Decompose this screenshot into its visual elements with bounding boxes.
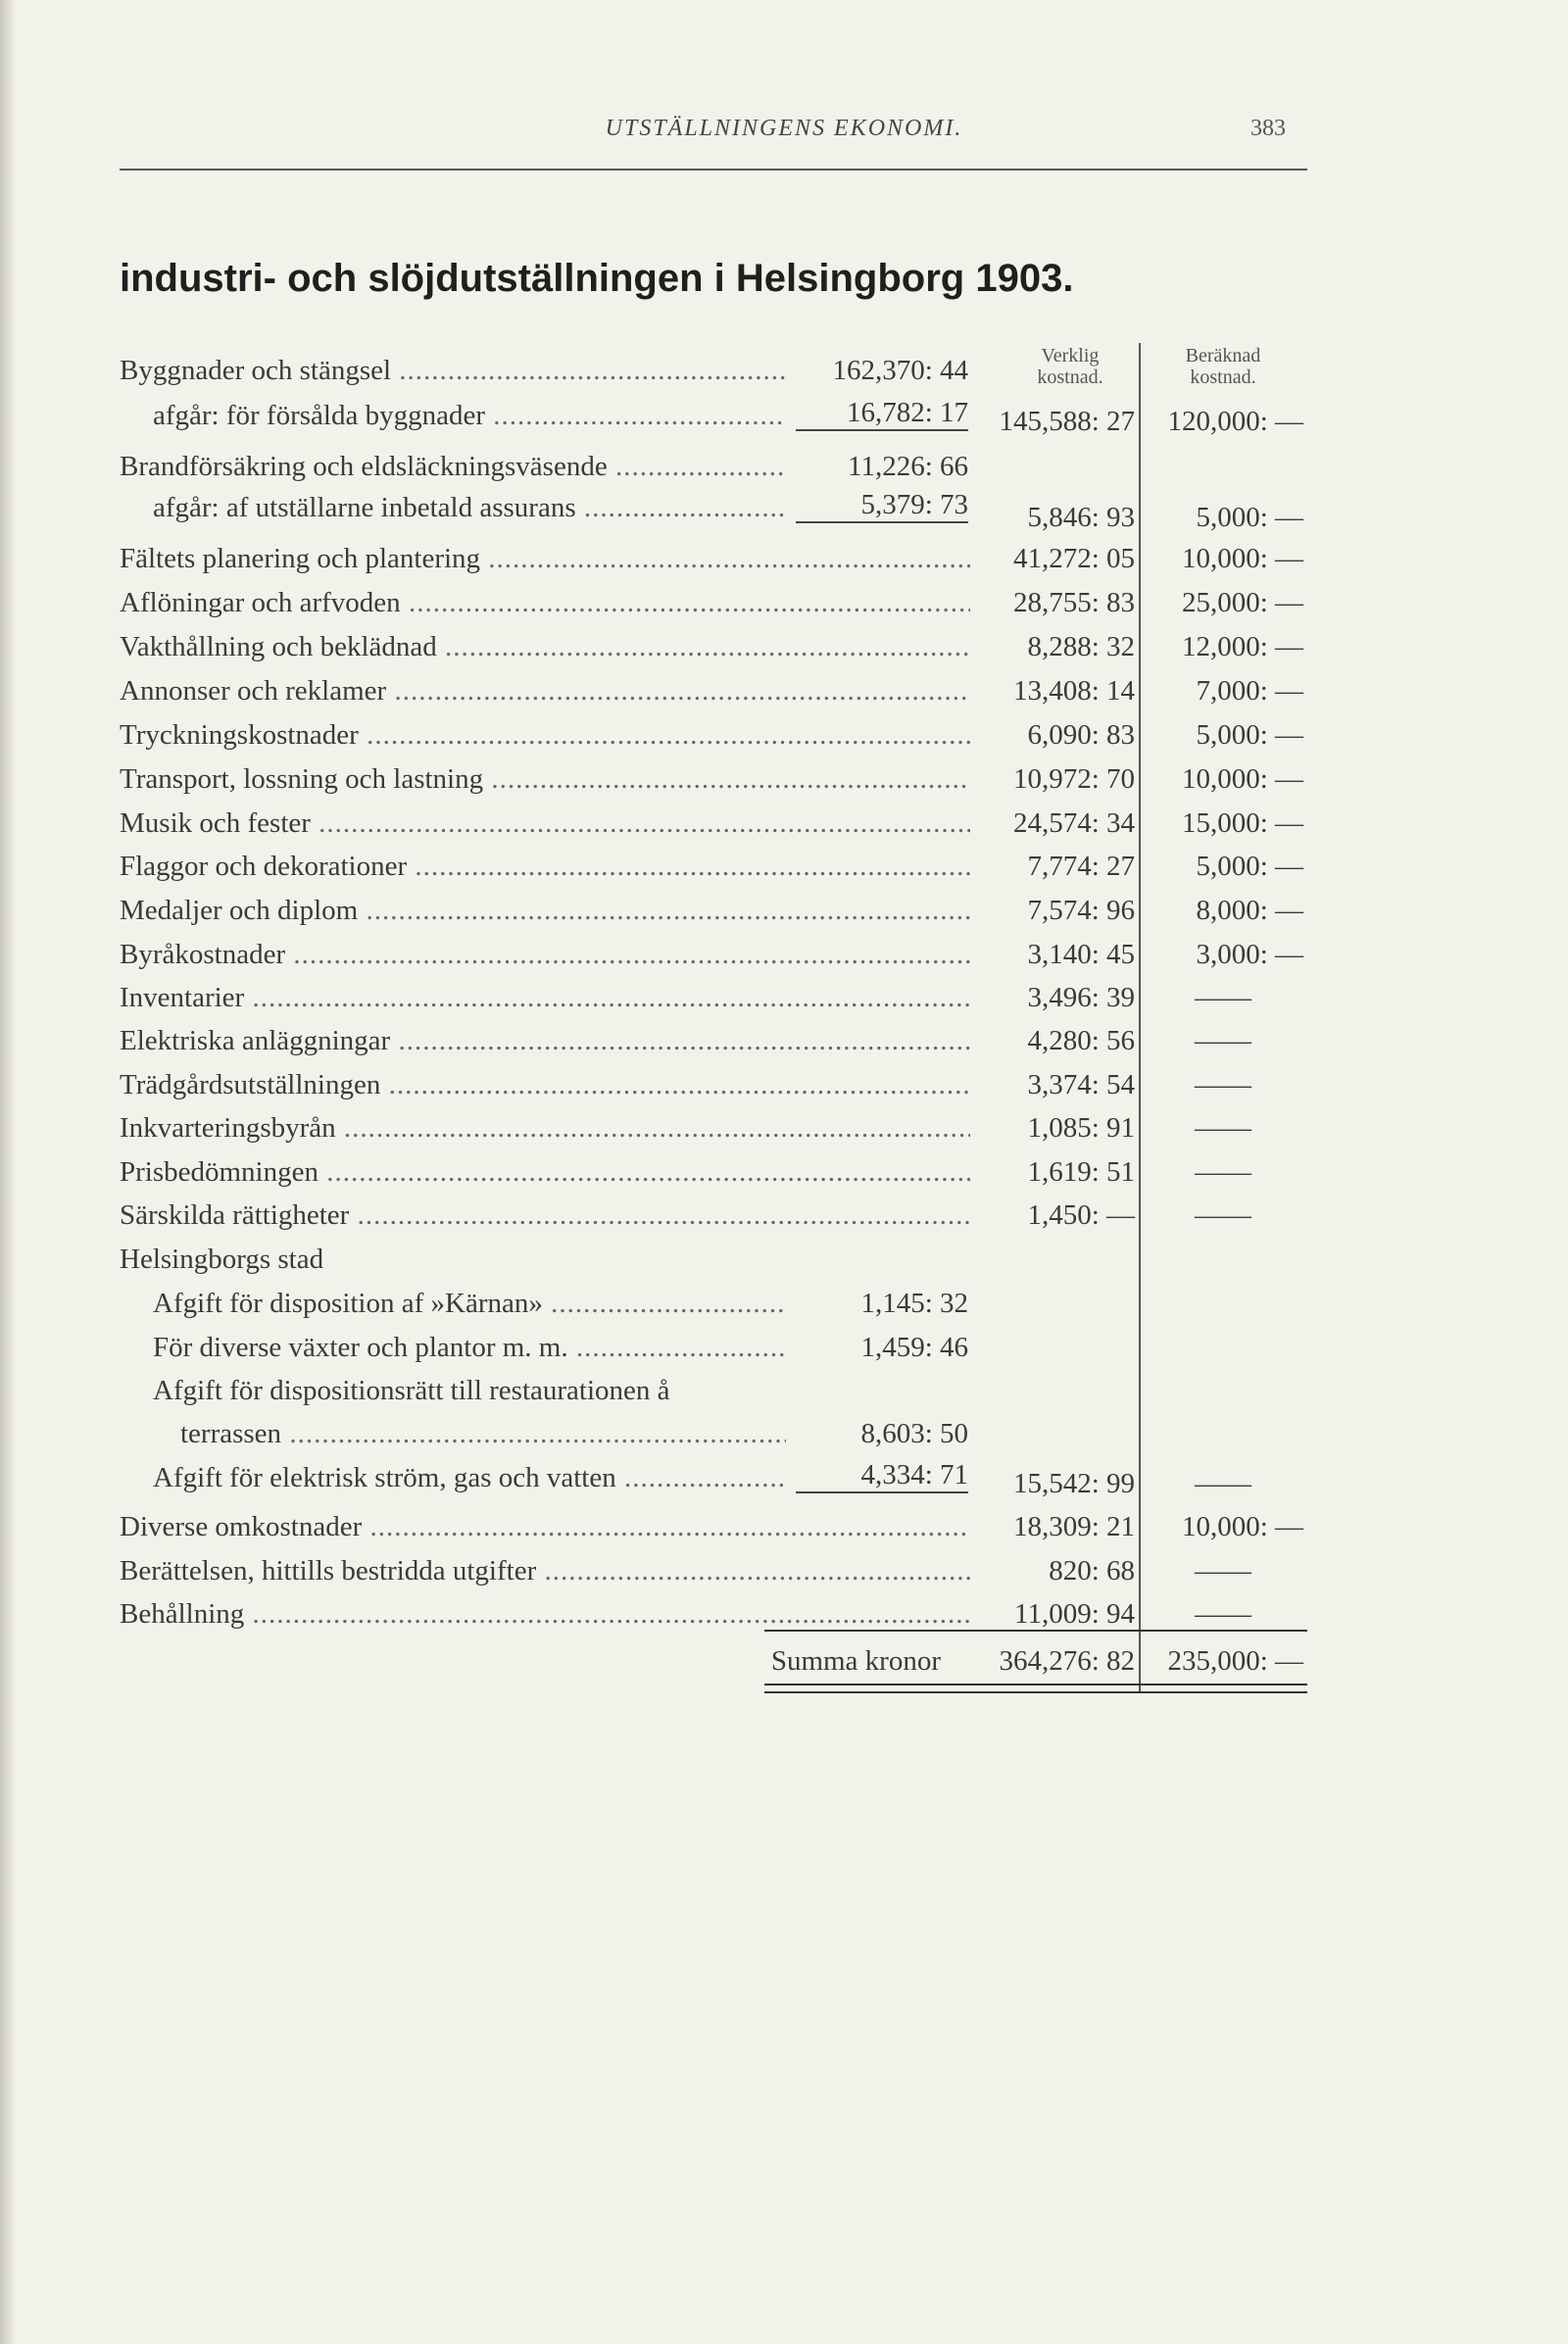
row-verklig-kostnad: 24,574: 34 [1012, 807, 1135, 839]
page-number: 383 [1250, 116, 1286, 141]
page-title: industri- och slöjdutställningen i Helsingborg 1903. [120, 257, 1074, 300]
column-header-verklig: Verklig kostnad. [1037, 345, 1103, 388]
row-beraknad-kostnad: 8,000: — [1196, 895, 1303, 926]
row-verklig-kostnad: 18,309: 21 [1012, 1511, 1135, 1542]
table-row [0, 1240, 1568, 1279]
row-verklig-kostnad: 13,408: 14 [1012, 675, 1135, 707]
row-verklig-kostnad: 10,972: 70 [1012, 763, 1135, 795]
row-label: terrassen ..... [180, 1414, 786, 1453]
table-row [0, 804, 1568, 843]
row-verklig-kostnad: 3,496: 39 [1027, 982, 1135, 1013]
table-row [0, 1328, 1568, 1367]
row-verklig-kostnad: 7,774: 27 [1027, 851, 1135, 882]
table-row [0, 891, 1568, 930]
row-label: Afgift för elektrisk ström, gas och vatten ..... [153, 1458, 786, 1497]
row-beraknad-kostnad: 25,000: — [1181, 587, 1303, 618]
row-label: afgår: af utställarne inbetald assurans ..... [153, 488, 786, 527]
row-label: Afgift för disposition af »Kärnan» ..... [153, 1284, 786, 1323]
row-label: Inventarier ..... [120, 978, 970, 1017]
row-verklig-kostnad: 7,574: 96 [1027, 895, 1135, 926]
row-label: Vakthållning och beklädnad ..... [120, 627, 970, 666]
table-row [0, 1108, 1568, 1148]
row-verklig-kostnad: 6,090: 83 [1027, 719, 1135, 751]
row-label: Behållning ..... [120, 1594, 970, 1634]
row-label: Berättelsen, hittills bestridda utgifter ..... [120, 1551, 970, 1590]
header-rule [120, 169, 1307, 171]
table-row [0, 715, 1568, 755]
row-label: afgår: för försålda byggnader ..... [153, 396, 786, 435]
table-row [0, 1414, 1568, 1453]
row-subamount: 16,782: 17 [796, 396, 968, 431]
column-header-beraknad: Beräknad kostnad. [1185, 345, 1261, 388]
row-verklig-kostnad: 4,280: 56 [1027, 1025, 1135, 1056]
row-beraknad-kostnad: —— [1195, 1112, 1251, 1144]
table-row [0, 935, 1568, 974]
row-subamount: 5,379: 73 [796, 488, 968, 523]
row-label: För diverse växter och plantor m. m. ..... [153, 1328, 786, 1367]
row-label: Inkvarteringsbyrån ..... [120, 1108, 970, 1148]
row-verklig-kostnad: 11,009: 94 [1014, 1598, 1135, 1630]
row-label: Brandförsäkring och eldsläckningsväsende ..... [120, 447, 786, 486]
row-label: Transport, lossning och lastning ..... [120, 759, 970, 799]
row-subamount: 4,334: 71 [796, 1458, 968, 1493]
row-label: Särskilda rättigheter ..... [120, 1196, 970, 1235]
total-label: Summa kronor [770, 1645, 941, 1677]
row-verklig-kostnad: 145,588: 27 [999, 406, 1135, 437]
row-label: Aflöningar och arfvoden ..... [120, 583, 970, 622]
row-verklig-kostnad: 5,846: 93 [1027, 502, 1135, 533]
row-label: Fältets planering och plantering ..... [120, 539, 970, 578]
table-row [0, 1065, 1568, 1104]
table-row [0, 1551, 1568, 1590]
row-verklig-kostnad: 820: 68 [1049, 1555, 1135, 1587]
row-beraknad-kostnad: 5,000: — [1196, 851, 1303, 882]
row-subamount: 162,370: 44 [832, 355, 968, 386]
table-row [0, 1021, 1568, 1060]
row-verklig-kostnad: 3,374: 54 [1027, 1069, 1135, 1100]
row-label: Annonser och reklamer ..... [120, 671, 970, 710]
row-verklig-kostnad: 3,140: 45 [1027, 939, 1135, 970]
table-row [0, 447, 1568, 486]
table-row [0, 1458, 1568, 1497]
table-row [0, 759, 1568, 799]
page-header [0, 116, 1568, 145]
row-beraknad-kostnad: 12,000: — [1181, 631, 1303, 662]
table-row [0, 1594, 1568, 1634]
row-label: Byråkostnader ..... [120, 935, 970, 974]
total-row [0, 1641, 1568, 1681]
row-label: Prisbedömningen ..... [120, 1152, 970, 1192]
running-head: UTSTÄLLNINGENS EKONOMI. [605, 116, 963, 141]
table-row [0, 627, 1568, 666]
row-label: Tryckningskostnader ..... [120, 715, 970, 755]
row-beraknad-kostnad: —— [1195, 1598, 1251, 1630]
total-beraknad-kostnad: 235,000: — [1167, 1645, 1303, 1677]
table-row [0, 488, 1568, 533]
row-beraknad-kostnad: 3,000: — [1196, 939, 1303, 970]
row-subamount: 1,145: 32 [860, 1288, 968, 1319]
row-beraknad-kostnad: —— [1195, 1025, 1251, 1056]
row-label: Diverse omkostnader ..... [120, 1507, 970, 1546]
row-beraknad-kostnad: —— [1195, 1199, 1251, 1231]
row-beraknad-kostnad: 120,000: — [1167, 406, 1303, 437]
row-subamount: 11,226: 66 [848, 451, 968, 482]
row-verklig-kostnad: 8,288: 32 [1027, 631, 1135, 662]
row-beraknad-kostnad: —— [1195, 1156, 1251, 1188]
row-verklig-kostnad: 1,619: 51 [1027, 1156, 1135, 1188]
table-row [0, 351, 1568, 390]
row-beraknad-kostnad: 10,000: — [1181, 763, 1303, 795]
row-verklig-kostnad: 15,542: 99 [1012, 1468, 1135, 1499]
row-beraknad-kostnad: 10,000: — [1181, 1511, 1303, 1542]
row-label: Musik och fester ..... [120, 804, 970, 843]
row-verklig-kostnad: 1,085: 91 [1027, 1112, 1135, 1144]
row-label: Byggnader och stängsel ..... [120, 351, 786, 390]
row-beraknad-kostnad: 10,000: — [1181, 543, 1303, 574]
row-verklig-kostnad: 28,755: 83 [1012, 587, 1135, 618]
table-row [0, 539, 1568, 578]
row-label: Flaggor och dekorationer ..... [120, 847, 970, 886]
row-label: Medaljer och diplom ..... [120, 891, 970, 930]
table-row [0, 396, 1568, 435]
total-double-rule [764, 1684, 1307, 1685]
table-row [0, 847, 1568, 886]
table-row [0, 1284, 1568, 1323]
total-double-rule [764, 1691, 1307, 1693]
row-subamount: 1,459: 46 [860, 1332, 968, 1363]
row-label: Elektriska anläggningar ..... [120, 1021, 970, 1060]
row-subamount: 8,603: 50 [860, 1418, 968, 1449]
row-beraknad-kostnad: —— [1195, 1069, 1251, 1100]
row-beraknad-kostnad: 5,000: — [1196, 502, 1303, 533]
row-verklig-kostnad: 41,272: 05 [1012, 543, 1135, 574]
table-row [0, 1371, 1568, 1410]
row-beraknad-kostnad: —— [1195, 1555, 1251, 1587]
table-row [0, 1196, 1568, 1235]
table-row [0, 978, 1568, 1017]
total-rule [764, 1630, 1307, 1632]
row-beraknad-kostnad: 7,000: — [1196, 675, 1303, 707]
table-row [0, 1507, 1568, 1546]
row-beraknad-kostnad: —— [1195, 1468, 1251, 1499]
row-label: Helsingborgs stad [120, 1244, 324, 1275]
table-row [0, 671, 1568, 710]
table-row [0, 1152, 1568, 1192]
row-verklig-kostnad: 1,450: — [1027, 1199, 1135, 1231]
row-label: Trädgårdsutställningen ..... [120, 1065, 970, 1104]
total-verklig-kostnad: 364,276: 82 [999, 1645, 1135, 1677]
row-beraknad-kostnad: 5,000: — [1196, 719, 1303, 751]
row-beraknad-kostnad: 15,000: — [1181, 807, 1303, 839]
row-beraknad-kostnad: —— [1195, 982, 1251, 1013]
row-label: Afgift för dispositionsrätt till restaurationen å [153, 1375, 670, 1406]
table-row [0, 583, 1568, 622]
